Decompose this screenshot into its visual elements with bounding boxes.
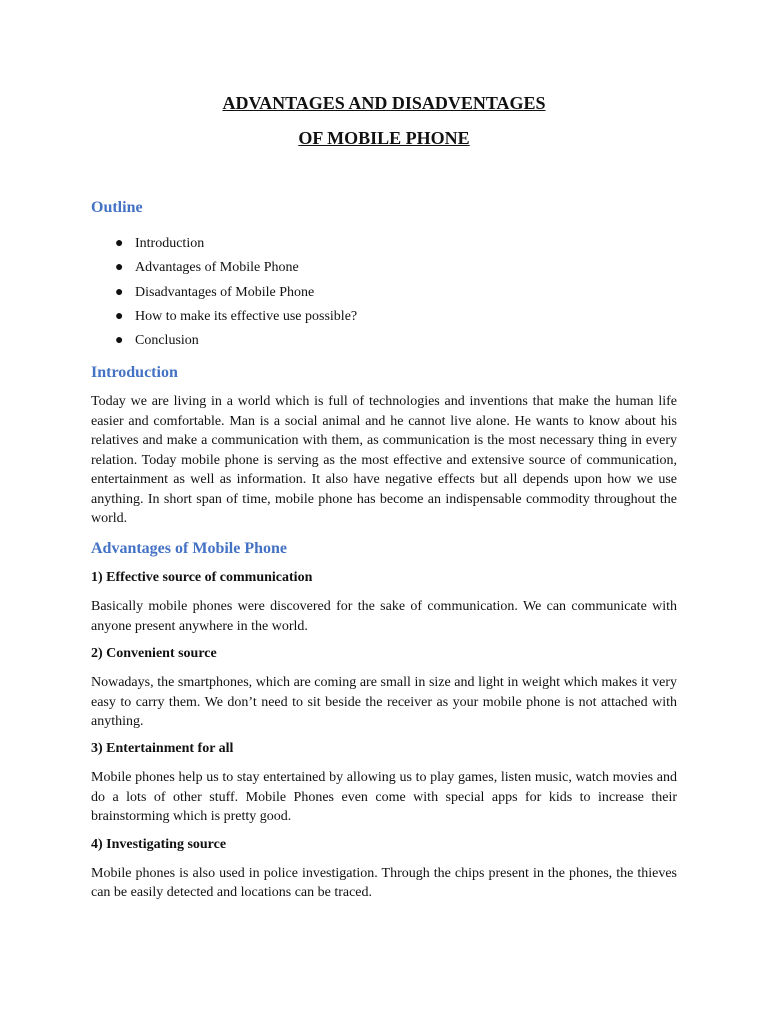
title-line-1: ADVANTAGES AND DISADVENTAGES bbox=[222, 93, 546, 113]
outline-item bbox=[91, 281, 677, 305]
advantage-3-title: 3) Entertainment for all bbox=[91, 741, 234, 757]
bullet-icon: ● bbox=[115, 260, 124, 276]
outline-item-label: How to make its effective use possible? bbox=[135, 308, 358, 324]
outline-item bbox=[91, 305, 677, 329]
bullet-icon: ● bbox=[115, 284, 124, 300]
outline-item-label: Disadvantages of Mobile Phone bbox=[135, 284, 315, 300]
introduction-paragraph: Today we are living in a world which is full of technologies and inventions that make the human life easier and comfortable. Man is a social animal and he cannot live alone. He wants to know about his relatives and make a communication with them, as communication is the most necessary thing in every relation. Today mobile phone is serving as the most effective and extensive source of communication, entertainment as well as information. It also have negative effects but all depends upon how we use anything. In short span of time, mobile phone has become an indispensable commodity throughout the world. bbox=[91, 394, 677, 526]
advantage-1-title: 1) Effective source of communication bbox=[91, 570, 313, 586]
bullet-icon: ● bbox=[115, 236, 124, 251]
bullet-icon: ● bbox=[115, 333, 124, 349]
advantage-1-text: Basically mobile phones were discovered for the sake of communication. We can communicate with anyone present anywhere in the world. bbox=[91, 599, 677, 634]
advantage-3-text: Mobile phones help us to stay entertained by allowing us to play games, listen music, watch movies and do a lots of other stuff. Mobile Phones even come with special apps for kids to increase their brainstorming which is pretty good. bbox=[91, 770, 677, 825]
outline-item-label: Introduction bbox=[135, 236, 205, 251]
outline-item bbox=[91, 256, 677, 280]
introduction-heading: Introduction bbox=[91, 364, 178, 382]
outline-item bbox=[91, 329, 677, 353]
title-line-2: OF MOBILE PHONE bbox=[298, 128, 470, 148]
outline-item bbox=[91, 232, 677, 256]
outline-list bbox=[91, 232, 677, 353]
advantage-2-text: Nowadays, the smartphones, which are coming are small in size and light in weight which makes it very easy to carry them. We don’t need to sit beside the receiver as your mobile phone is not attached with anything. bbox=[91, 675, 677, 729]
advantage-4-title: 4) Investigating source bbox=[91, 836, 227, 852]
advantage-4-text: Mobile phones is also used in police investigation. Through the chips present in the phones, the thieves can be easily detected and locations can be traced. bbox=[91, 865, 677, 900]
bullet-icon: ● bbox=[115, 308, 124, 324]
outline-item-label: Conclusion bbox=[135, 333, 199, 349]
outline-heading: Outline bbox=[91, 199, 143, 216]
advantages-heading: Advantages of Mobile Phone bbox=[91, 540, 287, 558]
advantage-2-title: 2) Convenient source bbox=[91, 646, 217, 662]
document-content bbox=[91, 92, 677, 902]
outline-item-label: Advantages of Mobile Phone bbox=[135, 260, 299, 276]
